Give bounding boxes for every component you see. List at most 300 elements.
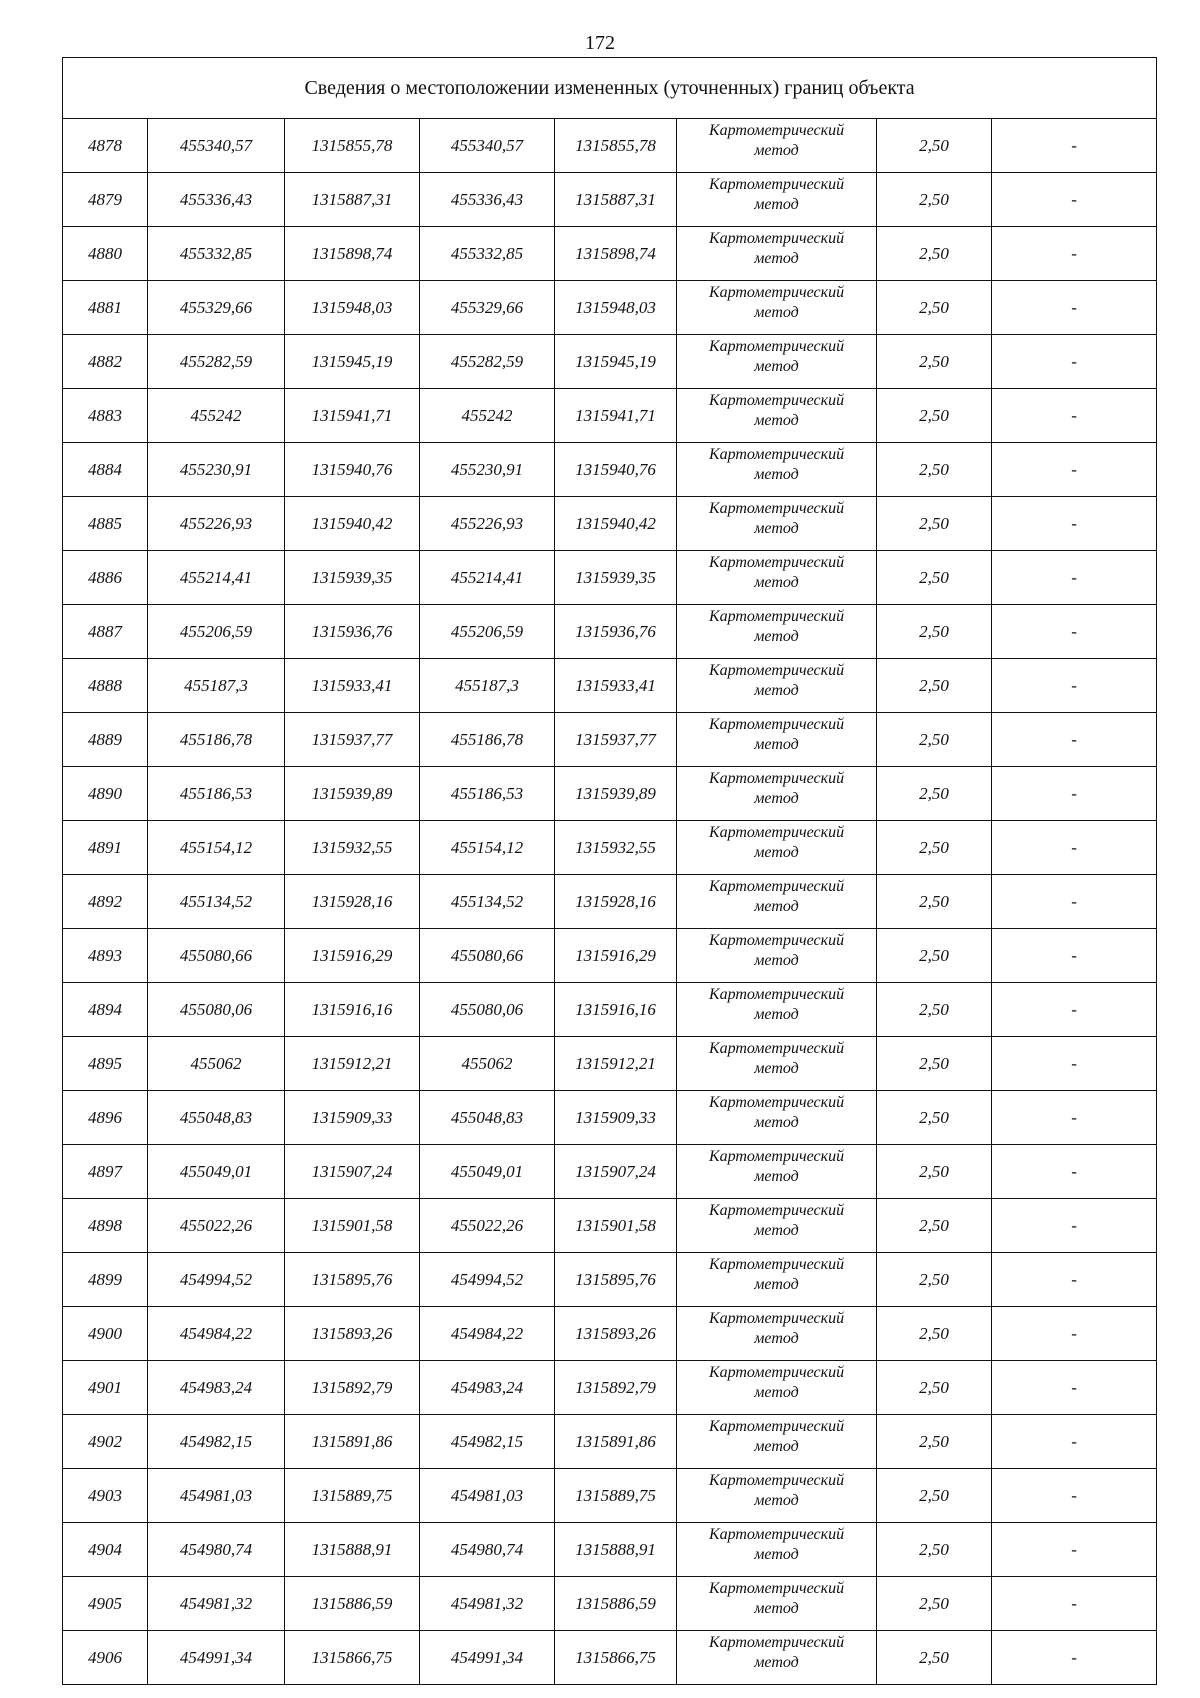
method-text: метод — [754, 1438, 799, 1455]
method-text: Картометрический — [708, 446, 845, 463]
x-refined-cell: 455048,83 — [420, 1091, 555, 1145]
description-cell: - — [992, 119, 1157, 173]
x-existing-cell: 455048,83 — [148, 1091, 285, 1145]
x-refined-cell: 454981,03 — [420, 1469, 555, 1523]
x-existing-cell: 455186,53 — [148, 767, 285, 821]
x-refined-cell: 455154,12 — [420, 821, 555, 875]
method-cell — [677, 767, 877, 821]
table-row — [63, 227, 1157, 281]
x-refined-cell: 454980,74 — [420, 1523, 555, 1577]
y-refined-cell: 1315936,76 — [555, 605, 677, 659]
table-row — [63, 1577, 1157, 1631]
table-row — [63, 497, 1157, 551]
point-number-cell: 4901 — [63, 1361, 148, 1415]
method-text: метод — [754, 520, 799, 537]
method-text: Картометрический — [708, 824, 845, 841]
y-refined-cell: 1315937,77 — [555, 713, 677, 767]
method-text: метод — [754, 304, 799, 321]
method-text: Картометрический — [708, 284, 845, 301]
description-cell: - — [992, 1253, 1157, 1307]
y-refined-cell: 1315933,41 — [555, 659, 677, 713]
y-refined-cell: 1315948,03 — [555, 281, 677, 335]
x-existing-cell: 455049,01 — [148, 1145, 285, 1199]
method-text: метод — [754, 682, 799, 699]
y-existing-cell: 1315939,89 — [285, 767, 420, 821]
method-text: метод — [754, 844, 799, 861]
y-refined-cell: 1315912,21 — [555, 1037, 677, 1091]
table-row — [63, 1091, 1157, 1145]
description-cell: - — [992, 1037, 1157, 1091]
x-refined-cell: 454982,15 — [420, 1415, 555, 1469]
accuracy-cell: 2,50 — [877, 713, 992, 767]
x-refined-cell: 455214,41 — [420, 551, 555, 605]
method-text: метод — [754, 1114, 799, 1131]
method-text: Картометрический — [708, 554, 845, 571]
accuracy-cell: 2,50 — [877, 1631, 992, 1685]
y-existing-cell: 1315912,21 — [285, 1037, 420, 1091]
method-text: Картометрический — [708, 986, 845, 1003]
y-existing-cell: 1315916,16 — [285, 983, 420, 1037]
method-cell — [677, 1361, 877, 1415]
method-text: метод — [754, 358, 799, 375]
y-existing-cell: 1315866,75 — [285, 1631, 420, 1685]
point-number-cell: 4894 — [63, 983, 148, 1037]
y-refined-cell: 1315891,86 — [555, 1415, 677, 1469]
accuracy-cell: 2,50 — [877, 1361, 992, 1415]
y-refined-cell: 1315940,42 — [555, 497, 677, 551]
method-text: метод — [754, 142, 799, 159]
method-text: метод — [754, 1330, 799, 1347]
description-cell: - — [992, 929, 1157, 983]
description-cell: - — [992, 1577, 1157, 1631]
method-text: Картометрический — [708, 1418, 845, 1435]
table-title: Сведения о местоположении измененных (уточненных) границ объекта — [63, 58, 1157, 119]
accuracy-cell: 2,50 — [877, 551, 992, 605]
method-text: метод — [754, 1168, 799, 1185]
x-existing-cell: 454982,15 — [148, 1415, 285, 1469]
table-row — [63, 1415, 1157, 1469]
y-existing-cell: 1315889,75 — [285, 1469, 420, 1523]
point-number-cell: 4899 — [63, 1253, 148, 1307]
point-number-cell: 4888 — [63, 659, 148, 713]
point-number-cell: 4897 — [63, 1145, 148, 1199]
accuracy-cell: 2,50 — [877, 1577, 992, 1631]
point-number-cell: 4881 — [63, 281, 148, 335]
y-refined-cell: 1315909,33 — [555, 1091, 677, 1145]
accuracy-cell: 2,50 — [877, 119, 992, 173]
method-cell — [677, 983, 877, 1037]
x-existing-cell: 454984,22 — [148, 1307, 285, 1361]
point-number-cell: 4887 — [63, 605, 148, 659]
table-row — [63, 1145, 1157, 1199]
method-text: метод — [754, 1546, 799, 1563]
y-refined-cell: 1315855,78 — [555, 119, 677, 173]
accuracy-cell: 2,50 — [877, 1091, 992, 1145]
y-existing-cell: 1315909,33 — [285, 1091, 420, 1145]
method-text: Картометрический — [708, 1310, 845, 1327]
boundary-coordinates-table — [62, 57, 1157, 1685]
point-number-cell: 4891 — [63, 821, 148, 875]
method-cell — [677, 821, 877, 875]
method-cell — [677, 929, 877, 983]
method-cell — [677, 713, 877, 767]
description-cell: - — [992, 1631, 1157, 1685]
point-number-cell: 4906 — [63, 1631, 148, 1685]
description-cell: - — [992, 335, 1157, 389]
table-row — [63, 1199, 1157, 1253]
method-cell — [677, 1307, 877, 1361]
accuracy-cell: 2,50 — [877, 1199, 992, 1253]
accuracy-cell: 2,50 — [877, 335, 992, 389]
point-number-cell: 4900 — [63, 1307, 148, 1361]
page-number: 172 — [585, 32, 615, 54]
y-existing-cell: 1315941,71 — [285, 389, 420, 443]
method-text: Картометрический — [708, 932, 845, 949]
y-existing-cell: 1315888,91 — [285, 1523, 420, 1577]
accuracy-cell: 2,50 — [877, 767, 992, 821]
point-number-cell: 4893 — [63, 929, 148, 983]
accuracy-cell: 2,50 — [877, 659, 992, 713]
method-text: Картометрический — [708, 770, 845, 787]
method-cell — [677, 173, 877, 227]
point-number-cell: 4886 — [63, 551, 148, 605]
method-cell — [677, 281, 877, 335]
description-cell: - — [992, 443, 1157, 497]
description-cell: - — [992, 659, 1157, 713]
table-row — [63, 1307, 1157, 1361]
x-refined-cell: 455340,57 — [420, 119, 555, 173]
y-existing-cell: 1315936,76 — [285, 605, 420, 659]
accuracy-cell: 2,50 — [877, 1469, 992, 1523]
y-refined-cell: 1315941,71 — [555, 389, 677, 443]
method-cell — [677, 659, 877, 713]
x-existing-cell: 455154,12 — [148, 821, 285, 875]
method-text: Картометрический — [708, 176, 845, 193]
accuracy-cell: 2,50 — [877, 1523, 992, 1577]
method-text: Картометрический — [708, 1202, 845, 1219]
y-existing-cell: 1315940,76 — [285, 443, 420, 497]
method-cell — [677, 1523, 877, 1577]
y-refined-cell: 1315886,59 — [555, 1577, 677, 1631]
y-existing-cell: 1315893,26 — [285, 1307, 420, 1361]
point-number-cell: 4895 — [63, 1037, 148, 1091]
x-existing-cell: 455282,59 — [148, 335, 285, 389]
point-number-cell: 4883 — [63, 389, 148, 443]
x-existing-cell: 455062 — [148, 1037, 285, 1091]
y-refined-cell: 1315892,79 — [555, 1361, 677, 1415]
accuracy-cell: 2,50 — [877, 929, 992, 983]
method-text: метод — [754, 736, 799, 753]
method-text: Картометрический — [708, 1580, 845, 1597]
point-number-cell: 4898 — [63, 1199, 148, 1253]
method-text: метод — [754, 250, 799, 267]
x-refined-cell: 455282,59 — [420, 335, 555, 389]
x-refined-cell: 454984,22 — [420, 1307, 555, 1361]
x-refined-cell: 455187,3 — [420, 659, 555, 713]
method-text: метод — [754, 1384, 799, 1401]
x-existing-cell: 455242 — [148, 389, 285, 443]
x-existing-cell: 455329,66 — [148, 281, 285, 335]
description-cell: - — [992, 1199, 1157, 1253]
y-refined-cell: 1315928,16 — [555, 875, 677, 929]
y-refined-cell: 1315940,76 — [555, 443, 677, 497]
method-text: Картометрический — [708, 1094, 845, 1111]
point-number-cell: 4905 — [63, 1577, 148, 1631]
x-existing-cell: 455187,3 — [148, 659, 285, 713]
x-refined-cell: 455336,43 — [420, 173, 555, 227]
method-cell — [677, 1199, 877, 1253]
y-refined-cell: 1315916,29 — [555, 929, 677, 983]
x-refined-cell: 455186,78 — [420, 713, 555, 767]
method-text: метод — [754, 1006, 799, 1023]
description-cell: - — [992, 1415, 1157, 1469]
x-refined-cell: 455134,52 — [420, 875, 555, 929]
method-text: Картометрический — [708, 716, 845, 733]
point-number-cell: 4904 — [63, 1523, 148, 1577]
accuracy-cell: 2,50 — [877, 1253, 992, 1307]
method-text: Картометрический — [708, 1364, 845, 1381]
accuracy-cell: 2,50 — [877, 1037, 992, 1091]
accuracy-cell: 2,50 — [877, 1307, 992, 1361]
y-existing-cell: 1315945,19 — [285, 335, 420, 389]
method-text: Картометрический — [708, 122, 845, 139]
method-text: метод — [754, 1600, 799, 1617]
table-row — [63, 281, 1157, 335]
y-existing-cell: 1315901,58 — [285, 1199, 420, 1253]
method-cell — [677, 1145, 877, 1199]
table-row — [63, 767, 1157, 821]
description-cell: - — [992, 713, 1157, 767]
point-number-cell: 4882 — [63, 335, 148, 389]
method-text: Картометрический — [708, 1526, 845, 1543]
table-row — [63, 713, 1157, 767]
x-existing-cell: 454991,34 — [148, 1631, 285, 1685]
y-refined-cell: 1315895,76 — [555, 1253, 677, 1307]
y-existing-cell: 1315933,41 — [285, 659, 420, 713]
method-text: Картометрический — [708, 878, 845, 895]
y-existing-cell: 1315928,16 — [285, 875, 420, 929]
method-cell — [677, 605, 877, 659]
y-refined-cell: 1315939,89 — [555, 767, 677, 821]
method-text: Картометрический — [708, 338, 845, 355]
method-text: Картометрический — [708, 500, 845, 517]
method-text: метод — [754, 790, 799, 807]
point-number-cell: 4878 — [63, 119, 148, 173]
accuracy-cell: 2,50 — [877, 1415, 992, 1469]
description-cell: - — [992, 227, 1157, 281]
method-cell — [677, 1037, 877, 1091]
method-text: Картометрический — [708, 1040, 845, 1057]
accuracy-cell: 2,50 — [877, 281, 992, 335]
accuracy-cell: 2,50 — [877, 443, 992, 497]
table-row — [63, 1631, 1157, 1685]
accuracy-cell: 2,50 — [877, 389, 992, 443]
y-refined-cell: 1315945,19 — [555, 335, 677, 389]
method-cell — [677, 443, 877, 497]
table-row — [63, 1361, 1157, 1415]
x-existing-cell: 455206,59 — [148, 605, 285, 659]
x-existing-cell: 455226,93 — [148, 497, 285, 551]
description-cell: - — [992, 551, 1157, 605]
y-existing-cell: 1315887,31 — [285, 173, 420, 227]
y-existing-cell: 1315939,35 — [285, 551, 420, 605]
method-text: Картометрический — [708, 1634, 845, 1651]
method-text: Картометрический — [708, 662, 845, 679]
x-refined-cell: 455242 — [420, 389, 555, 443]
y-existing-cell: 1315886,59 — [285, 1577, 420, 1631]
x-existing-cell: 455022,26 — [148, 1199, 285, 1253]
method-cell — [677, 497, 877, 551]
table-row — [63, 389, 1157, 443]
x-existing-cell: 455080,06 — [148, 983, 285, 1037]
y-existing-cell: 1315932,55 — [285, 821, 420, 875]
y-refined-cell: 1315939,35 — [555, 551, 677, 605]
x-refined-cell: 455230,91 — [420, 443, 555, 497]
description-cell: - — [992, 605, 1157, 659]
point-number-cell: 4880 — [63, 227, 148, 281]
y-refined-cell: 1315907,24 — [555, 1145, 677, 1199]
x-refined-cell: 455206,59 — [420, 605, 555, 659]
table-row — [63, 875, 1157, 929]
x-refined-cell: 455332,85 — [420, 227, 555, 281]
point-number-cell: 4885 — [63, 497, 148, 551]
method-text: метод — [754, 466, 799, 483]
x-refined-cell: 455022,26 — [420, 1199, 555, 1253]
table-row — [63, 1523, 1157, 1577]
table-row — [63, 1469, 1157, 1523]
description-cell: - — [992, 281, 1157, 335]
method-text: метод — [754, 412, 799, 429]
y-existing-cell: 1315898,74 — [285, 227, 420, 281]
point-number-cell: 4902 — [63, 1415, 148, 1469]
table-row — [63, 1253, 1157, 1307]
method-text: метод — [754, 898, 799, 915]
method-text: Картометрический — [708, 1148, 845, 1165]
x-refined-cell: 455080,66 — [420, 929, 555, 983]
method-text: Картометрический — [708, 1256, 845, 1273]
x-refined-cell: 455049,01 — [420, 1145, 555, 1199]
method-cell — [677, 1469, 877, 1523]
method-text: метод — [754, 1060, 799, 1077]
table-row — [63, 605, 1157, 659]
table-row — [63, 335, 1157, 389]
x-existing-cell: 455214,41 — [148, 551, 285, 605]
method-cell — [677, 335, 877, 389]
y-refined-cell: 1315898,74 — [555, 227, 677, 281]
accuracy-cell: 2,50 — [877, 605, 992, 659]
method-text: Картометрический — [708, 392, 845, 409]
description-cell: - — [992, 1469, 1157, 1523]
method-text: Картометрический — [708, 608, 845, 625]
y-refined-cell: 1315888,91 — [555, 1523, 677, 1577]
method-cell — [677, 1577, 877, 1631]
accuracy-cell: 2,50 — [877, 875, 992, 929]
description-cell: - — [992, 1145, 1157, 1199]
x-refined-cell: 454983,24 — [420, 1361, 555, 1415]
y-existing-cell: 1315937,77 — [285, 713, 420, 767]
method-cell — [677, 1253, 877, 1307]
method-text: метод — [754, 574, 799, 591]
x-refined-cell: 455062 — [420, 1037, 555, 1091]
y-existing-cell: 1315892,79 — [285, 1361, 420, 1415]
method-cell — [677, 389, 877, 443]
method-text: метод — [754, 1276, 799, 1293]
y-existing-cell: 1315948,03 — [285, 281, 420, 335]
y-refined-cell: 1315887,31 — [555, 173, 677, 227]
method-cell — [677, 551, 877, 605]
y-refined-cell: 1315889,75 — [555, 1469, 677, 1523]
description-cell: - — [992, 497, 1157, 551]
description-cell: - — [992, 821, 1157, 875]
y-existing-cell: 1315895,76 — [285, 1253, 420, 1307]
table-row — [63, 1037, 1157, 1091]
x-existing-cell: 455340,57 — [148, 119, 285, 173]
y-existing-cell: 1315916,29 — [285, 929, 420, 983]
table-row — [63, 929, 1157, 983]
x-refined-cell: 455080,06 — [420, 983, 555, 1037]
method-cell — [677, 1415, 877, 1469]
point-number-cell: 4892 — [63, 875, 148, 929]
table-row — [63, 173, 1157, 227]
x-existing-cell: 454983,24 — [148, 1361, 285, 1415]
point-number-cell: 4896 — [63, 1091, 148, 1145]
x-existing-cell: 455336,43 — [148, 173, 285, 227]
x-refined-cell: 455186,53 — [420, 767, 555, 821]
method-cell — [677, 119, 877, 173]
description-cell: - — [992, 1361, 1157, 1415]
x-refined-cell: 454981,32 — [420, 1577, 555, 1631]
method-cell — [677, 875, 877, 929]
table-row — [63, 551, 1157, 605]
x-existing-cell: 455080,66 — [148, 929, 285, 983]
y-refined-cell: 1315893,26 — [555, 1307, 677, 1361]
accuracy-cell: 2,50 — [877, 227, 992, 281]
x-existing-cell: 455332,85 — [148, 227, 285, 281]
point-number-cell: 4884 — [63, 443, 148, 497]
description-cell: - — [992, 389, 1157, 443]
method-text: метод — [754, 952, 799, 969]
x-refined-cell: 455329,66 — [420, 281, 555, 335]
method-text: Картометрический — [708, 230, 845, 247]
method-text: метод — [754, 628, 799, 645]
description-cell: - — [992, 173, 1157, 227]
x-refined-cell: 455226,93 — [420, 497, 555, 551]
x-existing-cell: 454980,74 — [148, 1523, 285, 1577]
method-cell — [677, 1091, 877, 1145]
point-number-cell: 4903 — [63, 1469, 148, 1523]
table-row — [63, 119, 1157, 173]
x-existing-cell: 455230,91 — [148, 443, 285, 497]
method-cell — [677, 1631, 877, 1685]
description-cell: - — [992, 983, 1157, 1037]
description-cell: - — [992, 767, 1157, 821]
y-existing-cell: 1315855,78 — [285, 119, 420, 173]
method-text: метод — [754, 196, 799, 213]
description-cell: - — [992, 1523, 1157, 1577]
table-row — [63, 443, 1157, 497]
method-text: метод — [754, 1222, 799, 1239]
method-text: Картометрический — [708, 1472, 845, 1489]
y-existing-cell: 1315891,86 — [285, 1415, 420, 1469]
point-number-cell: 4890 — [63, 767, 148, 821]
method-cell — [677, 227, 877, 281]
table-row — [63, 821, 1157, 875]
x-existing-cell: 455186,78 — [148, 713, 285, 767]
method-text: метод — [754, 1492, 799, 1509]
y-refined-cell: 1315916,16 — [555, 983, 677, 1037]
y-refined-cell: 1315901,58 — [555, 1199, 677, 1253]
table-row — [63, 983, 1157, 1037]
